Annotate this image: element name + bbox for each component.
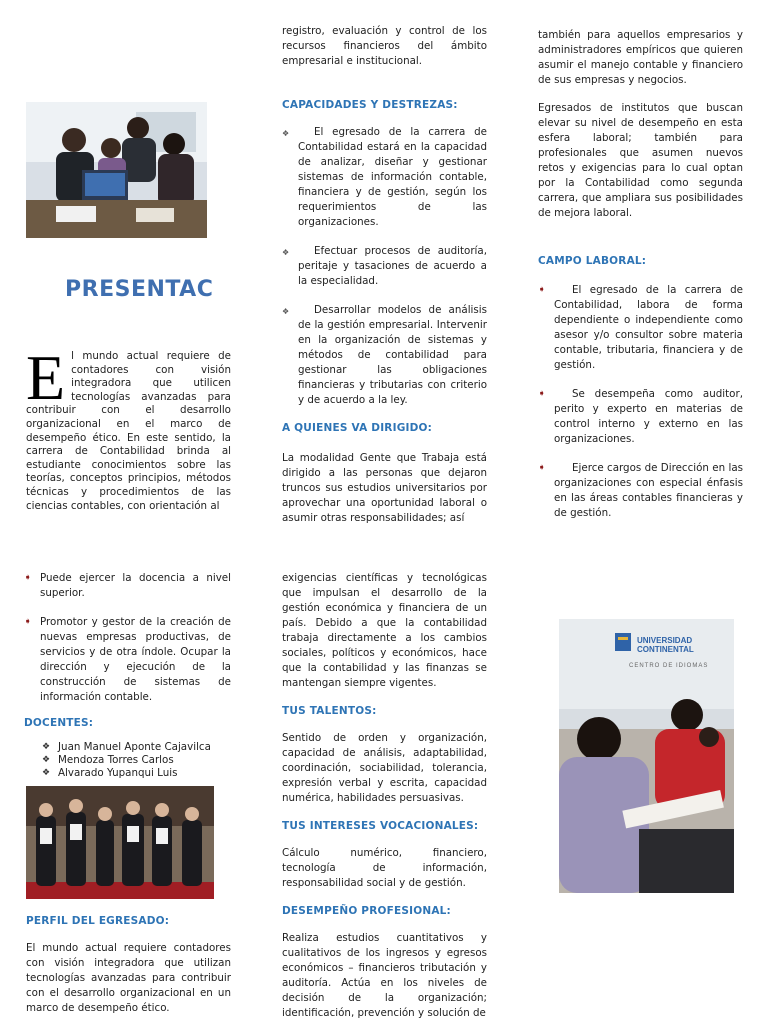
arrow-bullet-icon: ➧ [538,285,546,295]
dirigido-paragraph: La modalidad Gente que Trabaja está dirigido a las personas que dejaron truncos sus estudios universitarios por aprovechar una oportunidad laboral o asumir otras responsabilidades; así [282,452,487,524]
list-item: ➧ Puede ejercer la docencia a nivel superior. [24,572,231,599]
page-title: PRESENTAC [65,277,214,302]
list-item: ➧ Se desempeña como auditor, perito y experto en materias de control interno y externo en las organizaciones. [538,388,743,445]
intereses-paragraph: Cálculo numérico, financiero, tecnología de información, responsabilidad social y de gestión. [282,847,487,889]
egresados-paragraph: Egresados de institutos que buscan elevar su nivel de desempeño en esta esfera laboral; también para profesionales que asumen nuevos retos y exigencias para lo cual optan por la Contabilidad como segunda carrera, que ampliara sus posibilidades de mejora laboral. [538,102,743,219]
middle-bottom-column [282,571,487,1021]
empresarios-paragraph: también para aquellos empresarios y administradores empíricos que quieren asumir el manejo contable y financiero de sus empresas y negocios. [538,29,743,86]
list-item: ➧ Ejerce cargos de Dirección en las organizaciones con especial énfasis en las áreas contables financieras y de gestión. [538,462,743,519]
list-item: ❖ Alvarado Yupanqui Luis [42,767,178,779]
arrow-bullet-icon: ➧ [24,573,32,583]
intereses-heading: TUS INTERESES VOCACIONALES: [282,820,479,832]
docentes-heading: DOCENTES: [24,717,94,729]
desempeno-paragraph: Realiza estudios cuantitativos y cualitativos de los ingresos y egresos económicos – financieros tributación y auditoría. Actúa en los niveles de decisión de la organización; identificación, prevención y solución de [282,932,487,1019]
perfil-paragraph: El mundo actual requiere contadores con visión integradora que utilizan tecnologías avanzadas para contribuir con el desarrollo organizacional en un marco de desempeño ético. [26,942,231,1014]
talentos-paragraph: Sentido de orden y organización, capacidad de análisis, adaptabilidad, coordinación, sociabilidad, tolerancia, expresión verbal y escrita, capacidad numérica, habilidades persuasivas. [282,732,487,804]
office-team-photo [26,102,207,238]
right-top-column [538,28,743,535]
list-item: ❖ Mendoza Torres Carlos [42,754,174,766]
arrow-bullet-icon: ➧ [24,617,32,627]
intro-text: l mundo actual requiere de contadores con visión integradora que utilicen tecnologías avanzadas para contribuir con el desarrollo organizacional en el marco de desempeño ético. En este sentido, la carrera de Contabilidad brinda al estudiante conocimientos sobre las teorías, conceptos principios, métodos técnicas y procedimientos de las ciencias contables, con orientación al [26,350,231,512]
perfil-block [26,915,231,1016]
list-item: ❖ Efectuar procesos de auditoría, peritaje y tasaciones de acuerdo a la especialidad. [282,245,487,287]
diamond-bullet-icon: ❖ [282,307,290,316]
list-item: ❖ Juan Manuel Aponte Cajavilca [42,741,211,753]
perfil-heading: PERFIL DEL EGRESADO: [26,915,170,927]
campo-list [538,283,743,521]
diamond-bullet-icon: ❖ [42,755,51,765]
middle-top-column [282,24,487,526]
list-item: ➧ Promotor y gestor de la creación de nuevas empresas productivas, de servicios y de otra índole. Ocupar la dirección y ejecución de la construcción de sistemas de información contable. [24,616,231,703]
docentes-list [24,741,231,780]
sign-line-1: UNIVERSIDAD [637,636,693,645]
sign-line-2: CONTINENTAL [637,645,694,654]
faculty-group-photo [26,786,214,899]
roles-list [24,571,231,705]
capacidades-list [282,125,487,408]
left-bottom-column [24,571,231,780]
intro-block [26,342,231,513]
campo-heading: CAMPO LABORAL: [538,255,647,267]
sign-line-3: CENTRO DE IDIOMAS [629,663,709,669]
diamond-bullet-icon: ❖ [282,248,290,257]
university-logo-icon [615,633,631,651]
list-item: ➧ El egresado de la carrera de Contabilidad, labora de forma dependiente o independiente como asesor y/o consultor sobre materia contable, tributaria, financiera y de gestión. [538,284,743,371]
desempeno-heading: DESEMPEÑO PROFESIONAL: [282,905,451,917]
intro-paragraph [26,342,231,513]
diamond-bullet-icon: ❖ [42,768,51,778]
diamond-bullet-icon: ❖ [282,129,290,138]
list-item: ❖ Desarrollar modelos de análisis de la gestión empresarial. Intervenir en la organización de sistemas y métodos de contabilidad para gestionar las obligaciones financieras y tributarias con criterio y de acuerdo a la ley. [282,304,487,406]
arrow-bullet-icon: ➧ [538,463,546,473]
exigencias-paragraph: exigencias científicas y tecnológicas que impulsan el desarrollo de la gestión económica y financiera de un país. Debido a que la contabilidad trabaja directamente a los cambios sociales, políticos y económicos, hace que la contabilidad y las finanzas se mantengan siempre vigentes. [282,572,487,689]
dirigido-heading: A QUIENES VA DIRIGIDO: [282,422,433,434]
talentos-heading: TUS TALENTOS: [282,705,377,717]
arrow-bullet-icon: ➧ [538,389,546,399]
records-paragraph: registro, evaluación y control de los recursos financieros del ámbito empresarial e institucional. [282,25,487,67]
students-classroom-photo [559,619,734,893]
drop-cap: E [26,342,66,413]
list-item: ❖ El egresado de la carrera de Contabilidad estará en la capacidad de analizar, diseñar y gestionar sistemas de información contable, financiera y de gestión, según los requerimientos de las organizaciones. [282,126,487,228]
diamond-bullet-icon: ❖ [42,742,51,752]
capacidades-heading: CAPACIDADES Y DESTREZAS: [282,99,458,111]
